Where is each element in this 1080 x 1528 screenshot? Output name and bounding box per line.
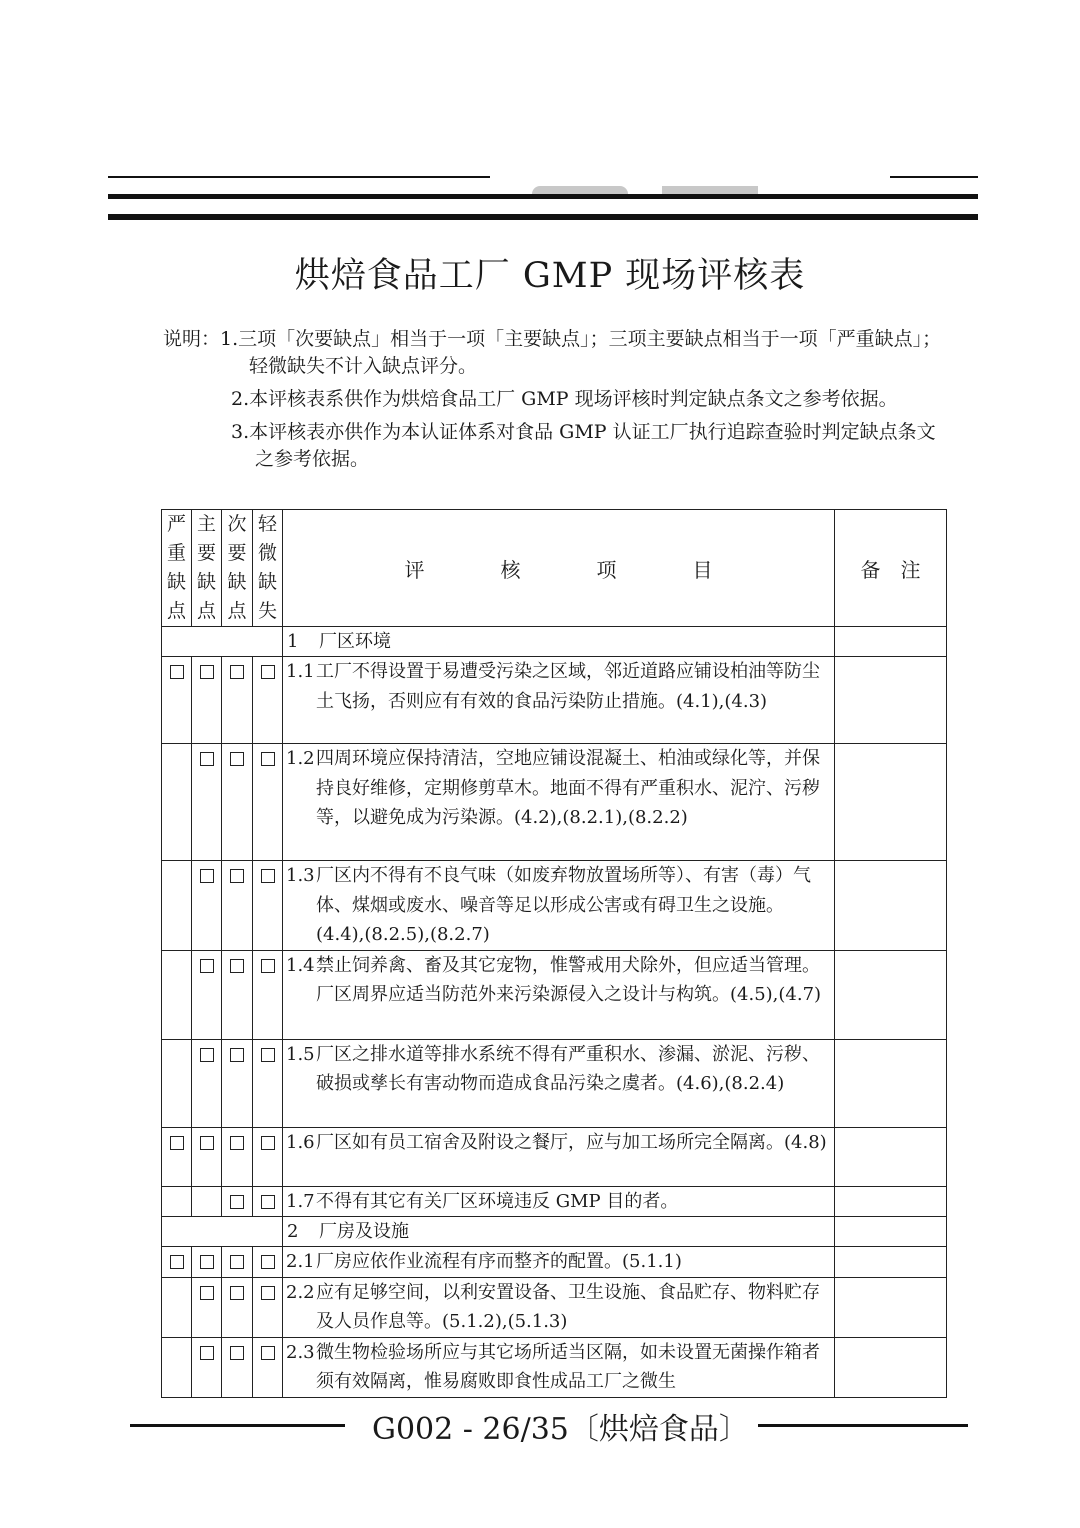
audit-item-text: [283, 1337, 835, 1397]
audit-item-text: [283, 657, 835, 744]
page-footer: G002 - 26/35〔烘焙食品〕: [372, 1412, 749, 1447]
section-blank-cell: [162, 627, 283, 657]
checkbox-cell-critical: [162, 950, 192, 1039]
item-description: 厂区之排水道等排水系统不得有严重积水、渗漏、淤泥、污秽、破损或孳长有害动物而造成食品污染之虞者。(4.6),(8.2.4): [316, 1043, 820, 1094]
checkbox-slight[interactable]: [261, 869, 275, 883]
audit-item-text: [283, 861, 835, 951]
col-major-defect: 主要缺点: [192, 510, 222, 627]
item-number: 1.4: [286, 954, 315, 976]
checkbox-cell-minor: [222, 950, 253, 1039]
header-rule-thin-right: [890, 176, 978, 178]
audit-item-text: [283, 1039, 835, 1127]
checkbox-cell-minor: [222, 1337, 253, 1397]
checkbox-cell-slight: [253, 1337, 283, 1397]
checkbox-slight[interactable]: [261, 1286, 275, 1300]
checkbox-cell-major: [192, 861, 222, 951]
instruction-2: 2.本评核表系供作为烘焙食品工厂 GMP 现场评核时判定缺点条文之参考依据。: [231, 388, 898, 410]
instruction-1: [163, 326, 953, 380]
checkbox-minor[interactable]: [230, 1286, 244, 1300]
checkbox-major[interactable]: [200, 959, 214, 973]
checkbox-cell-minor: [222, 657, 253, 744]
checkbox-major[interactable]: [200, 1136, 214, 1150]
item-number: 2.3: [286, 1341, 315, 1363]
checkbox-minor[interactable]: [230, 1255, 244, 1269]
instruction-label: 说明：: [163, 328, 221, 350]
table-row: [162, 1277, 947, 1337]
remark-cell: [835, 744, 947, 861]
checkbox-cell-major: [192, 1186, 222, 1217]
checkbox-minor[interactable]: [230, 1195, 244, 1209]
page-title: 烘焙食品工厂 GMP 现场评核表: [294, 256, 806, 296]
item-description: 禁止饲养禽、畜及其它宠物，惟警戒用犬除外，但应适当管理。厂区周界应适当防范外来污染源侵入之设计与构筑。(4.5),(4.7): [316, 954, 822, 1005]
checkbox-major[interactable]: [200, 1346, 214, 1360]
checkbox-slight[interactable]: [261, 1346, 275, 1360]
checkbox-cell-critical: [162, 1186, 192, 1217]
checkbox-major[interactable]: [200, 1255, 214, 1269]
audit-item-text: [283, 1247, 835, 1278]
audit-item-text: [283, 744, 835, 861]
checkbox-slight[interactable]: [261, 959, 275, 973]
checkbox-cell-major: [192, 1039, 222, 1127]
item-number: 1.5: [286, 1043, 315, 1065]
checkbox-cell-minor: [222, 1127, 253, 1186]
col-audit-item: 评 核 项 目: [283, 510, 835, 627]
checkbox-cell-critical: [162, 1277, 192, 1337]
checkbox-minor[interactable]: [230, 959, 244, 973]
checkbox-minor[interactable]: [230, 752, 244, 766]
table-row: [162, 861, 947, 951]
remark-cell: [835, 1247, 947, 1278]
section-title: 1 厂区环境: [283, 627, 835, 657]
checkbox-cell-minor: [222, 1186, 253, 1217]
checkbox-cell-critical: [162, 1337, 192, 1397]
checkbox-cell-slight: [253, 861, 283, 951]
item-number: 1.1: [286, 661, 315, 682]
item-description: 工厂不得设置于易遭受污染之区域，邻近道路应铺设柏油等防尘土飞扬，否则应有有效的食品污染防止措施。(4.1),(4.3): [316, 661, 820, 712]
table-row: [162, 1247, 947, 1278]
instruction-3: 3.本评核表亦供作为本认证体系对食品 GMP 认证工厂执行追踪查验时判定缺点条文之参考依据。: [231, 421, 936, 470]
item-number: 1.7: [286, 1190, 315, 1212]
checkbox-minor[interactable]: [230, 1346, 244, 1360]
col-critical-defect: 严重缺点: [162, 510, 192, 627]
remark-cell: [835, 1277, 947, 1337]
item-number: 1.3: [286, 865, 315, 886]
item-description: 厂区如有员工宿舍及附设之餐厅，应与加工场所完全隔离。(4.8): [316, 1131, 827, 1153]
checkbox-cell-critical: [162, 861, 192, 951]
header-shade-left: [532, 186, 628, 194]
audit-item-text: [283, 950, 835, 1039]
checkbox-critical[interactable]: [170, 1136, 184, 1150]
instructions: [163, 326, 953, 479]
checkbox-cell-major: [192, 1127, 222, 1186]
footer-rule-right: [758, 1424, 968, 1427]
item-description: 应有足够空间，以利安置设备、卫生设施、食品贮存、物料贮存及人员作息等。(5.1.2),(5.1.3): [316, 1281, 820, 1332]
item-description: 微生物检验场所应与其它场所适当区隔，如未设置无菌操作箱者须有效隔离，惟易腐败即食性成品工厂之微生: [316, 1341, 820, 1392]
checkbox-slight[interactable]: [261, 1048, 275, 1062]
checkbox-cell-slight: [253, 1127, 283, 1186]
instruction-text-1: 1.三项「次要缺点」相当于一项「主要缺点」；三项主要缺点相当于一项「严重缺点」；轻微缺失不计入缺点评分。: [220, 328, 942, 377]
remark-cell: [835, 1127, 947, 1186]
checkbox-cell-minor: [222, 744, 253, 861]
checkbox-cell-minor: [222, 1247, 253, 1278]
checkbox-cell-slight: [253, 657, 283, 744]
table-row: [162, 1039, 947, 1127]
item-number: 1.2: [286, 748, 315, 769]
checkbox-minor[interactable]: [230, 665, 244, 679]
header-rule-bold-2: [108, 214, 978, 220]
item-number: 2.1: [286, 1251, 315, 1272]
remark-cell: [835, 950, 947, 1039]
checkbox-cell-major: [192, 744, 222, 861]
checkbox-cell-major: [192, 657, 222, 744]
remark-cell: [835, 1217, 947, 1247]
checkbox-cell-slight: [253, 1247, 283, 1278]
remark-cell: [835, 627, 947, 657]
table-row: [162, 1186, 947, 1217]
remark-cell: [835, 861, 947, 951]
checkbox-slight[interactable]: [261, 665, 275, 679]
remark-cell: [835, 1337, 947, 1397]
checkbox-minor[interactable]: [230, 869, 244, 883]
checkbox-major[interactable]: [200, 752, 214, 766]
checkbox-major[interactable]: [200, 1048, 214, 1062]
checkbox-slight[interactable]: [261, 752, 275, 766]
item-description: 不得有其它有关厂区环境违反 GMP 目的者。: [316, 1190, 679, 1212]
section-blank-cell: [162, 1217, 283, 1247]
item-description: 厂区内不得有不良气味（如废弃物放置场所等）、有害（毒）气体、煤烟或废水、噪音等足以形成公害或有碍卫生之设施。(4.4),(8.2.5),(8.2.7): [316, 865, 811, 945]
audit-item-text: [283, 1277, 835, 1337]
table-row: [162, 1337, 947, 1397]
section-row: [162, 1217, 947, 1247]
checkbox-cell-slight: [253, 744, 283, 861]
col-slight-defect: 轻微缺失: [253, 510, 283, 627]
checkbox-major[interactable]: [200, 665, 214, 679]
table-row: [162, 744, 947, 861]
remark-cell: [835, 1039, 947, 1127]
checkbox-cell-major: [192, 1247, 222, 1278]
footer-rule-left: [130, 1424, 345, 1427]
audit-table: [161, 509, 947, 1398]
header-shade-right: [662, 186, 758, 194]
checkbox-cell-minor: [222, 1039, 253, 1127]
checkbox-cell-critical: [162, 1247, 192, 1278]
checkbox-critical[interactable]: [170, 665, 184, 679]
table-row: [162, 657, 947, 744]
checkbox-cell-critical: [162, 744, 192, 861]
checkbox-slight[interactable]: [261, 1195, 275, 1209]
checkbox-cell-minor: [222, 1277, 253, 1337]
checkbox-cell-slight: [253, 1186, 283, 1217]
remark-cell: [835, 1186, 947, 1217]
item-description: 四周环境应保持清洁，空地应铺设混凝土、柏油或绿化等，并保持良好维修，定期修剪草木。地面不得有严重积水、泥泞、污秽等，以避免成为污染源。(4.2),(8.2.1),(8.2.2): [316, 748, 820, 828]
checkbox-cell-critical: [162, 657, 192, 744]
checkbox-cell-slight: [253, 1277, 283, 1337]
checkbox-slight[interactable]: [261, 1136, 275, 1150]
header-rule-bold: [108, 194, 978, 199]
item-description: 厂房应依作业流程有序而整齐的配置。(5.1.1): [316, 1251, 682, 1272]
col-remark: 备 注: [835, 510, 947, 627]
checkbox-cell-major: [192, 1277, 222, 1337]
header-rule-thin-left: [108, 176, 490, 178]
checkbox-minor[interactable]: [230, 1136, 244, 1150]
checkbox-cell-slight: [253, 950, 283, 1039]
checkbox-major[interactable]: [200, 1286, 214, 1300]
checkbox-cell-major: [192, 1337, 222, 1397]
checkbox-critical[interactable]: [170, 1255, 184, 1269]
checkbox-cell-critical: [162, 1127, 192, 1186]
checkbox-cell-major: [192, 950, 222, 1039]
table-row: [162, 950, 947, 1039]
section-row: [162, 627, 947, 657]
remark-cell: [835, 657, 947, 744]
table-header-row: [162, 510, 947, 627]
audit-item-text: [283, 1186, 835, 1217]
checkbox-minor[interactable]: [230, 1048, 244, 1062]
checkbox-cell-critical: [162, 1039, 192, 1127]
audit-item-text: [283, 1127, 835, 1186]
checkbox-cell-slight: [253, 1039, 283, 1127]
col-minor-defect: 次要缺点: [222, 510, 253, 627]
item-number: 2.2: [286, 1281, 315, 1303]
section-title: 2 厂房及设施: [283, 1217, 835, 1247]
table-row: [162, 1127, 947, 1186]
checkbox-slight[interactable]: [261, 1255, 275, 1269]
item-number: 1.6: [286, 1131, 315, 1153]
checkbox-cell-minor: [222, 861, 253, 951]
checkbox-major[interactable]: [200, 869, 214, 883]
